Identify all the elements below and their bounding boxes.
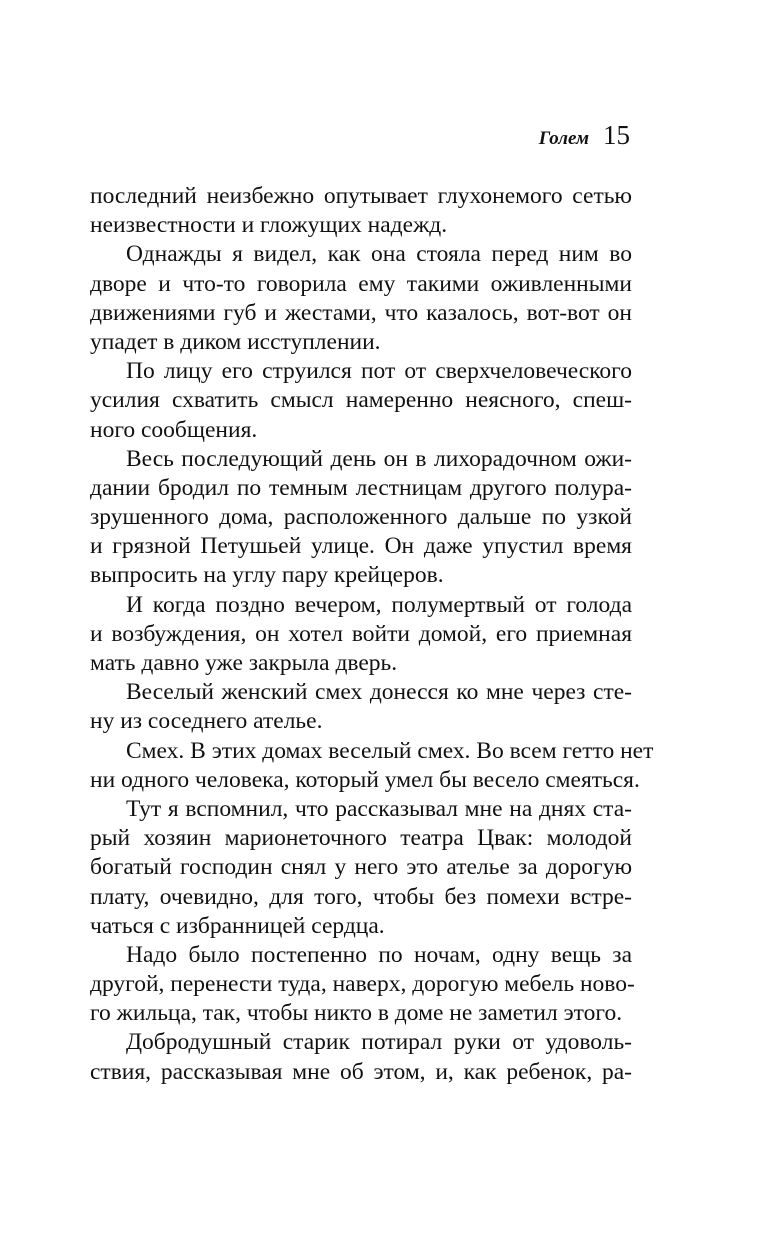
text-line: Однажды я видел, как она стояла перед ним во [126, 241, 632, 268]
text-line: ну из соседнего ателье. [90, 708, 323, 735]
text-line: дании бродил по темным лестницам другого полура- [90, 474, 632, 501]
text-line: движениями губ и жестами, что казалось, вот-вот он [90, 299, 632, 326]
text-line: неизвестности и гложущих надежд. [90, 212, 448, 239]
text-line: и возбуждения, он хотел войти домой, его приемная [90, 620, 632, 647]
text-line: плату, очевидно, для того, чтобы без помехи встре- [90, 883, 632, 910]
text-line: Весь последующий день он в лихорадочном ожи- [126, 445, 632, 472]
text-line: и грязной Петушьей улице. Он даже упустил время [90, 533, 632, 560]
text-line: По лицу его струился пот от сверхчеловеческого [126, 358, 632, 385]
body-text [90, 182, 654, 1087]
page-number: 15 [603, 120, 630, 150]
text-line: зрушенного дома, расположенного дальше по узкой [90, 504, 632, 531]
text-line: Надо было постепенно по ночам, одну вещь за [126, 941, 632, 968]
text-line: усилия схватить смысл намеренно неясного, спеш- [90, 387, 632, 414]
page-header [539, 120, 630, 151]
text-line: упадет в диком исступлении. [90, 328, 381, 355]
running-title: Голем [538, 128, 589, 149]
text-line: ного сообщения. [90, 416, 258, 443]
text-line: Смех. В этих домах веселый смех. Во всем гетто нет [126, 737, 654, 764]
text-line: богатый господин снял у него это ателье за дорогую [90, 854, 632, 881]
text-line: ствия, рассказывая мне об этом, и, как ребенок, ра- [90, 1058, 632, 1085]
text-line: другой, перенести туда, наверх, дорогую мебель ново- [90, 971, 635, 998]
text-line: дворе и что-то говорила ему такими оживленными [90, 270, 632, 297]
text-line: го жильца, так, чтобы никто в доме не заметил этого. [90, 1000, 623, 1027]
text-line: И когда поздно вечером, полумертвый от голода [126, 591, 632, 618]
text-line: последний неизбежно опутывает глухонемого сетью [90, 183, 632, 209]
text-line: Добродушный старик потирал руки от удоволь- [126, 1029, 632, 1056]
text-line: рый хозяин марионеточного театра Цвак: молодой [90, 825, 632, 852]
text-line: чаться с избранницей сердца. [90, 912, 385, 939]
text-line: выпросить на углу пару крейцеров. [90, 562, 444, 589]
text-line: Тут я вспомнил, что рассказывал мне на днях ста- [126, 795, 632, 822]
text-line: ни одного человека, который умел бы весело смеяться. [90, 766, 640, 793]
text-line: Веселый женский смех донесся ко мне через сте- [126, 679, 632, 706]
text-line: мать давно уже закрыла дверь. [90, 650, 398, 676]
